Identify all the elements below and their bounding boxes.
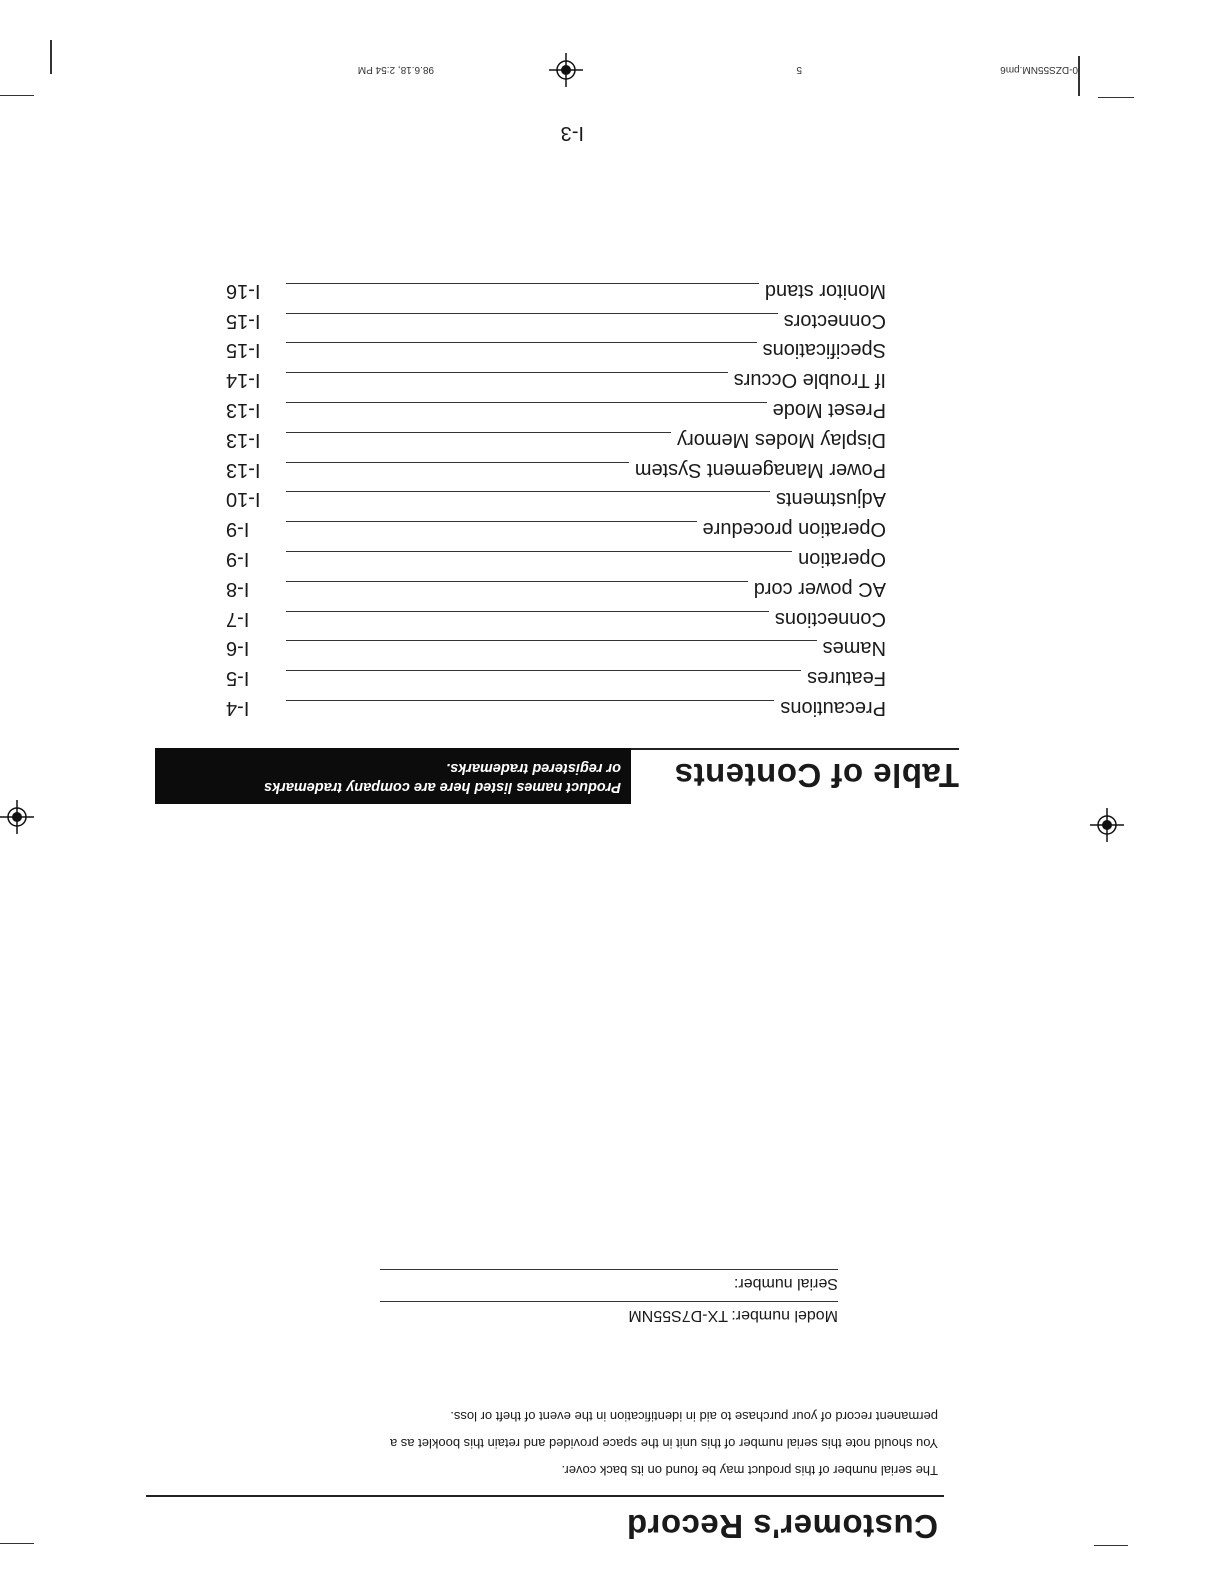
toc-entry bbox=[226, 577, 886, 607]
toc-entry-label: Operation bbox=[792, 547, 886, 571]
toc-entry-label: Display Modes Memory bbox=[671, 428, 886, 452]
toc-leader-line bbox=[286, 640, 886, 641]
toc-entry-page: I-9 bbox=[226, 518, 250, 541]
customer-record-heading: Customer's Record bbox=[626, 1508, 938, 1545]
toc-entry-label: Precautions bbox=[774, 696, 886, 720]
toc-entry bbox=[226, 338, 886, 368]
toc-entry bbox=[226, 309, 886, 339]
registration-mark-icon bbox=[549, 53, 583, 87]
intro-line: The serial number of this product may be found on its back cover. bbox=[561, 1463, 938, 1478]
toc-entry-label: Preset Mode bbox=[767, 398, 886, 422]
trademark-notice-line: Product names listed here are company trademarks bbox=[263, 779, 621, 795]
page-number: I-3 bbox=[560, 122, 584, 144]
toc-entry-label: Specifications bbox=[757, 338, 886, 362]
serial-number-label: Serial number: bbox=[733, 1275, 838, 1292]
toc-entry bbox=[226, 398, 886, 428]
crop-mark bbox=[50, 40, 52, 74]
trademark-notice bbox=[155, 748, 631, 804]
toc-entry-page: I-16 bbox=[226, 279, 261, 302]
toc-entry bbox=[226, 666, 886, 696]
toc-entry bbox=[226, 458, 886, 488]
trademark-notice-line: or registered trademarks. bbox=[446, 760, 621, 776]
model-number-label: Model number: bbox=[731, 1307, 838, 1324]
toc-heading-rule bbox=[631, 748, 959, 750]
serial-number-field bbox=[380, 1269, 838, 1270]
toc-entry-page: I-15 bbox=[226, 309, 261, 332]
header-page-number: 5 bbox=[796, 64, 802, 75]
toc-entry bbox=[226, 487, 886, 517]
customer-record-rule bbox=[146, 1495, 944, 1497]
customer-record-text bbox=[178, 1403, 938, 1484]
toc-entry-page: I-5 bbox=[226, 667, 250, 690]
toc-entry-page: I-13 bbox=[226, 428, 261, 451]
toc-entry bbox=[226, 368, 886, 398]
toc-leader-line bbox=[286, 670, 886, 671]
toc-heading: Table of Contents bbox=[674, 757, 959, 794]
toc-entry-label: Monitor stand bbox=[759, 279, 886, 303]
toc-entry bbox=[226, 517, 886, 547]
toc-entry bbox=[226, 696, 886, 726]
toc-entry-page: I-4 bbox=[226, 697, 250, 719]
crop-mark bbox=[1094, 1545, 1128, 1546]
toc-entry-label: Features bbox=[801, 666, 886, 690]
toc-entry bbox=[226, 607, 886, 637]
toc-entry bbox=[226, 547, 886, 577]
toc-entry bbox=[226, 636, 886, 666]
toc-entry bbox=[226, 279, 886, 309]
registration-mark-icon bbox=[0, 800, 34, 834]
toc-entry-label: Connectors bbox=[778, 309, 886, 333]
toc-entry-label: Operation procedure bbox=[697, 517, 886, 541]
toc-entry-page: I-14 bbox=[226, 369, 261, 392]
toc-entry-page: I-7 bbox=[226, 607, 250, 630]
toc-entry-page: I-15 bbox=[226, 339, 261, 362]
crop-mark bbox=[0, 1543, 34, 1544]
model-number-line bbox=[380, 1301, 838, 1302]
toc-entry-label: Names bbox=[817, 636, 886, 660]
instruction-line: permanent record of your purchase to aid in identification in the event of theft or loss. bbox=[450, 1409, 938, 1424]
crop-mark bbox=[0, 95, 34, 96]
toc-entry-page: I-10 bbox=[226, 488, 261, 511]
registration-mark-icon bbox=[1090, 808, 1124, 842]
toc-entry-page: I-13 bbox=[226, 399, 261, 421]
instruction-line: You should note this serial number of this unit in the space provided and retain this booklet as a bbox=[389, 1436, 938, 1451]
toc-entry bbox=[226, 428, 886, 458]
toc-entry-page: I-9 bbox=[226, 548, 250, 570]
crop-mark bbox=[1098, 97, 1134, 98]
toc-entry-page: I-6 bbox=[226, 637, 250, 660]
toc-entry-label: Power Management System bbox=[629, 458, 886, 482]
toc-entry-label: Adjustments bbox=[770, 487, 886, 511]
toc-entry-page: I-8 bbox=[226, 577, 250, 600]
toc-entry-page: I-13 bbox=[226, 458, 261, 481]
crop-mark bbox=[1078, 56, 1080, 96]
model-number-value: TX-D7S55NM bbox=[628, 1307, 728, 1324]
toc-entry-label: If Trouble Occurs bbox=[728, 368, 886, 392]
toc-entry-label: AC power cord bbox=[748, 577, 886, 601]
file-name: 0-DZS55NM.pm6 bbox=[1000, 64, 1078, 75]
toc-entry-label: Connections bbox=[769, 607, 886, 631]
print-timestamp: 98.6.18, 2:54 PM bbox=[357, 64, 434, 75]
